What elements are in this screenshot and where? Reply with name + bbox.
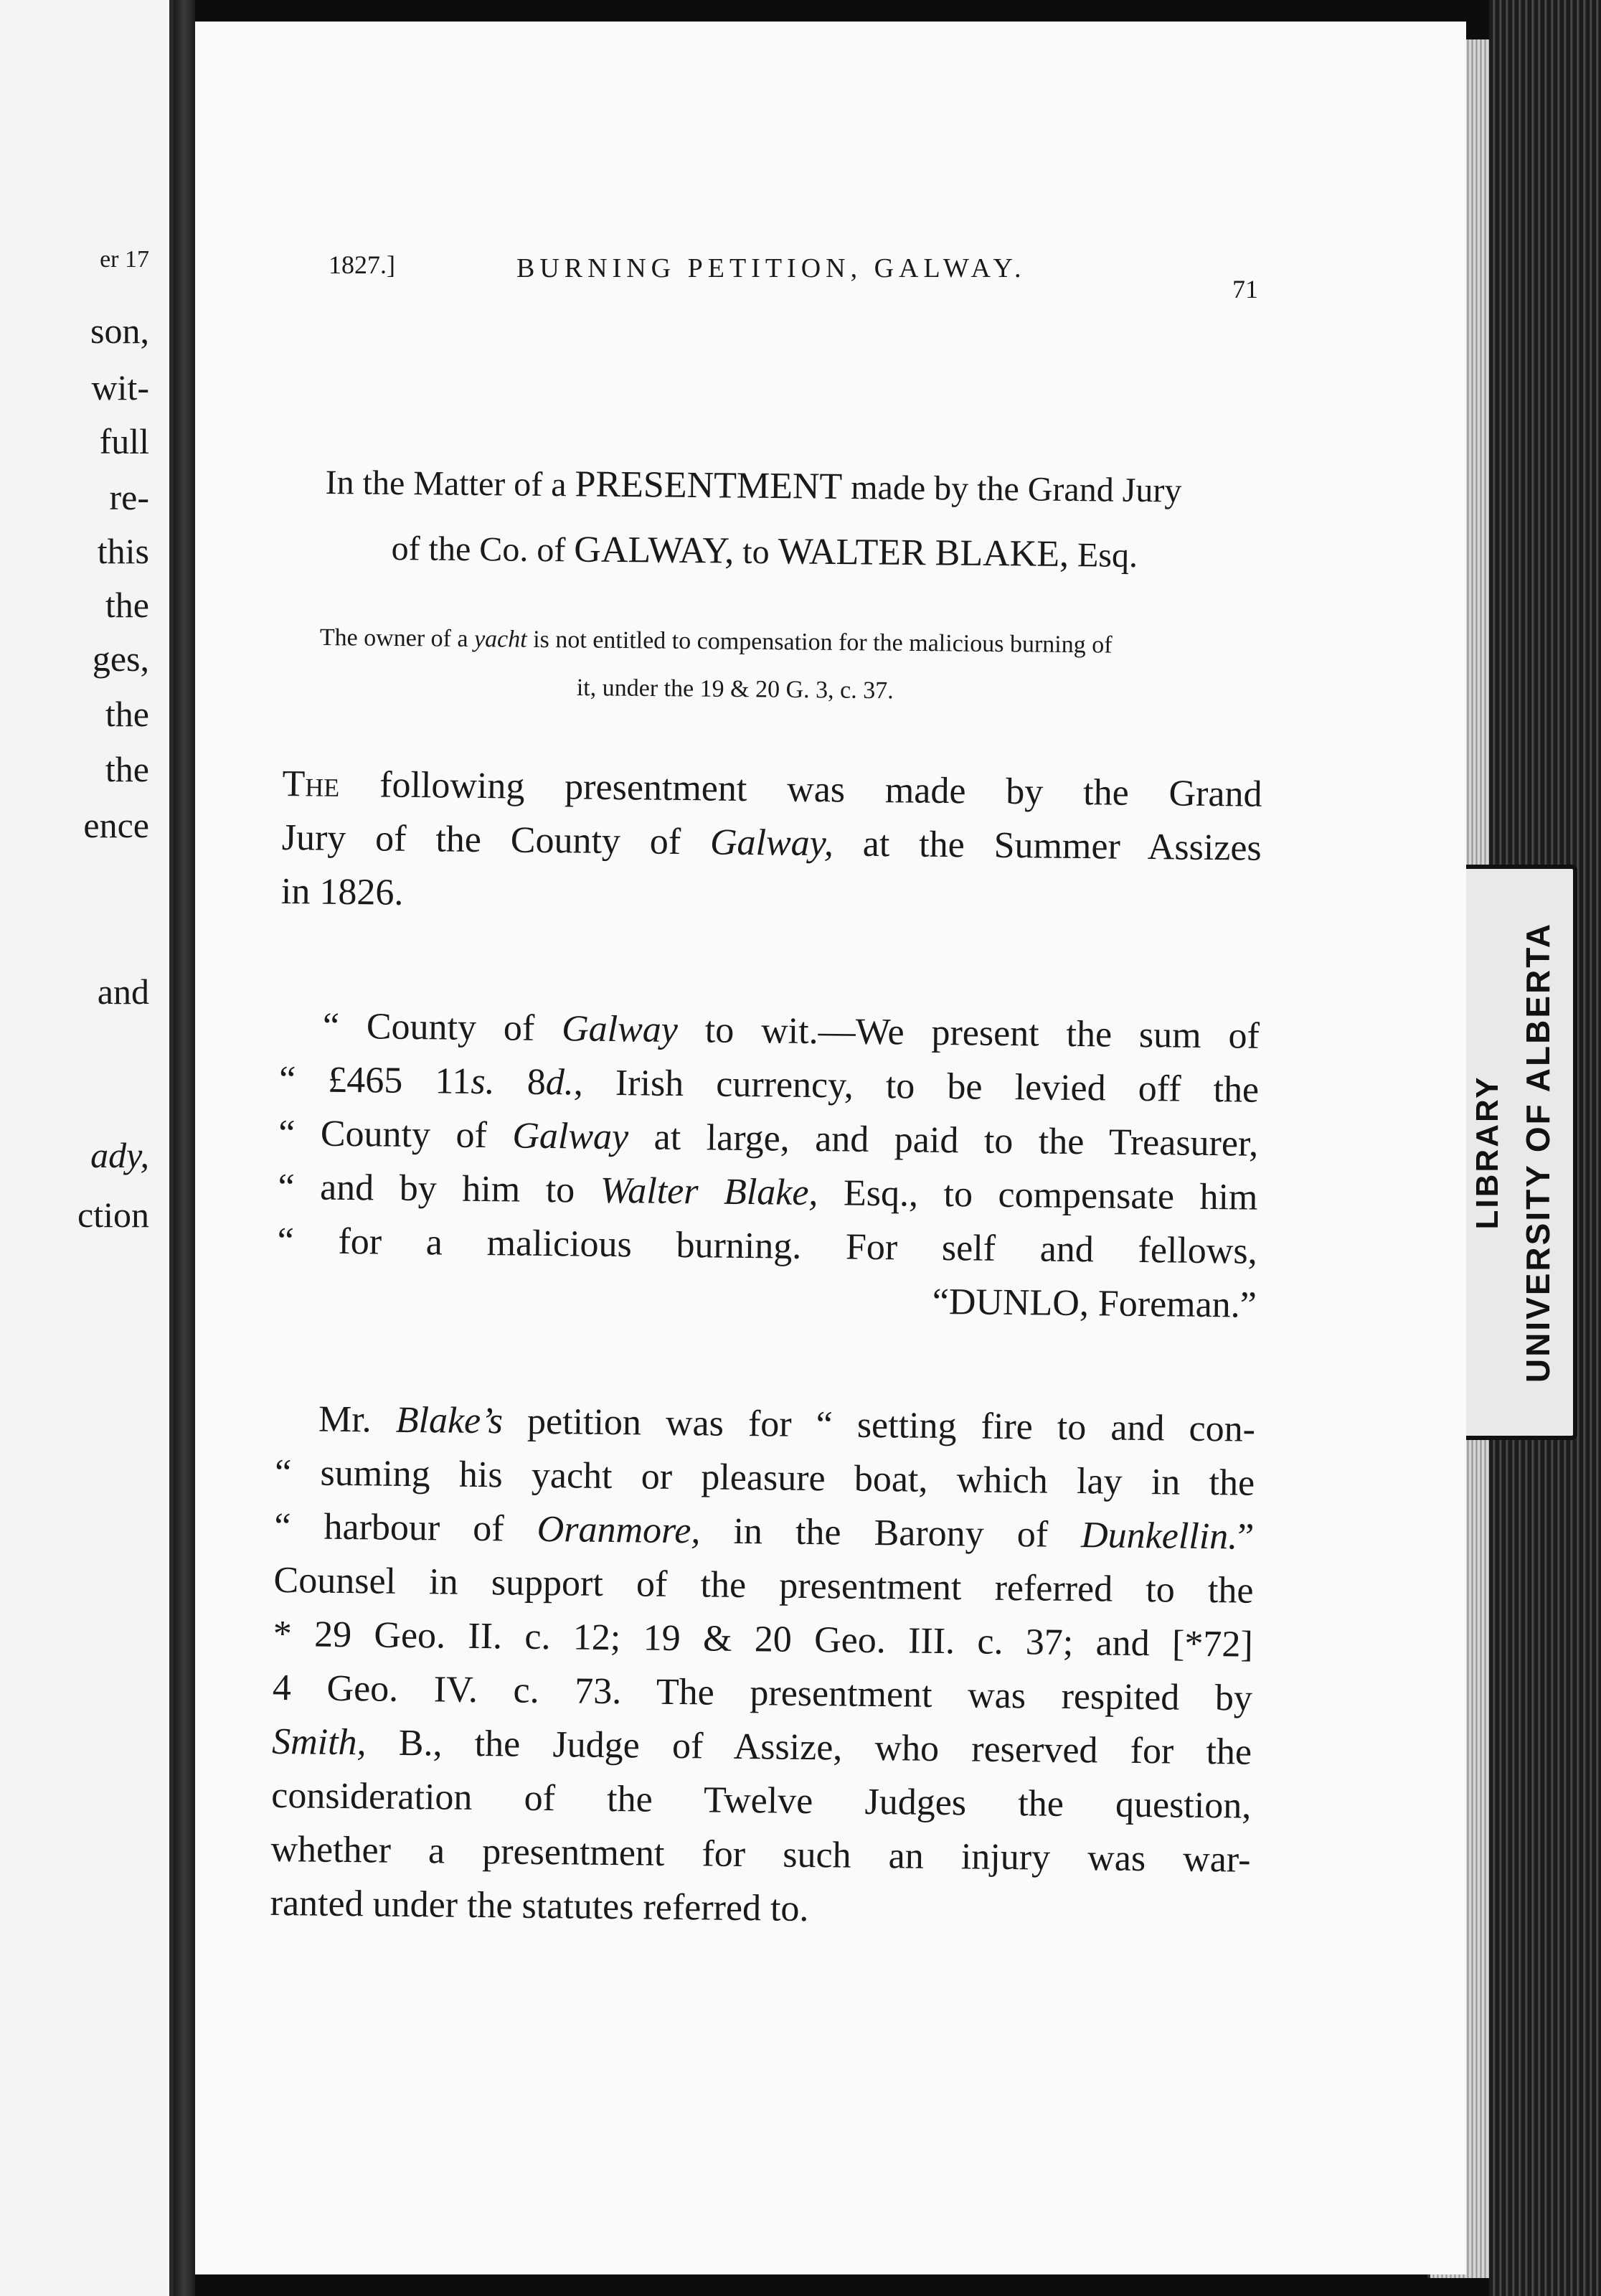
paragraph-presentment-intro bbox=[281, 757, 1262, 929]
running-head-year: 1827.] bbox=[329, 250, 395, 279]
left-page-word: er 17 bbox=[100, 246, 149, 273]
text-line: Counsel in support of the presentment referred to the bbox=[273, 1559, 1254, 1612]
text-line: “ £465 11s. 8d., Irish currency, to be levied off the bbox=[278, 1058, 1260, 1111]
left-page-word: re- bbox=[109, 477, 149, 517]
paragraph-petition bbox=[270, 1392, 1255, 1941]
text-line: whether a presentment for such an injury was war- bbox=[270, 1828, 1251, 1881]
book-gutter bbox=[174, 0, 195, 2296]
left-page-word: son, bbox=[90, 311, 149, 351]
text-line: “ County of Galway at large, and paid to the Treasurer, bbox=[278, 1112, 1259, 1165]
text-line: Jury of the County of Galway, at the Summer Assizes bbox=[281, 817, 1262, 869]
text-line: “ suming his yacht or pleasure boat, which lay in the bbox=[274, 1452, 1255, 1504]
page-number: 71 bbox=[1232, 275, 1258, 304]
stamp-university-text: UNIVERSITY OF ALBERTA bbox=[1519, 921, 1557, 1383]
body-text bbox=[270, 757, 1262, 1941]
left-page-fragment bbox=[0, 0, 174, 2296]
left-page-word: and bbox=[97, 971, 149, 1012]
left-page-word: the bbox=[105, 749, 149, 789]
left-page-word: full bbox=[99, 421, 149, 461]
text-line: 4 Geo. IV. c. 73. The presentment was respited by bbox=[272, 1667, 1253, 1719]
left-page-word: the bbox=[105, 694, 149, 734]
text-line: Mr. Blake’s petition was for “ setting fire to and con- bbox=[318, 1398, 1256, 1450]
case-title-line-1: In the Matter of a PRESENTMENT made by the Grand Jury bbox=[325, 463, 1182, 510]
text-line: Smith, B., the Judge of Assize, who reserved for the bbox=[271, 1721, 1252, 1773]
text-line: “ for a malicious burning. For self and fellows, bbox=[277, 1220, 1257, 1272]
left-page-word: the bbox=[105, 585, 149, 625]
headnote-line-1: The owner of a yacht is not entitled to compensation for the malicious burning of bbox=[319, 624, 1113, 659]
left-page-word: wit- bbox=[91, 367, 149, 408]
left-page-word: ction bbox=[77, 1195, 149, 1235]
text-line: “ and by him to Walter Blake, Esq., to compensate him bbox=[278, 1166, 1258, 1218]
headnote-line-2: it, under the 19 & 20 G. 3, c. 37. bbox=[576, 674, 894, 705]
text-line: in 1826. bbox=[280, 870, 404, 913]
left-page-word: ges, bbox=[92, 639, 149, 679]
text-line: ranted under the statutes referred to. bbox=[270, 1882, 809, 1930]
stamp-library-text: LIBRARY bbox=[1469, 1075, 1505, 1230]
left-page-word: this bbox=[97, 531, 149, 571]
case-title-line-2: of the Co. of GALWAY, to WALTER BLAKE, Esq. bbox=[391, 529, 1138, 575]
text-line: “ harbour of Oranmore, in the Barony of Dunkellin.” bbox=[274, 1505, 1255, 1558]
left-page-word: ence bbox=[83, 805, 149, 845]
left-page-word: ady, bbox=[90, 1135, 149, 1175]
paragraph-presentment-quote bbox=[276, 999, 1260, 1332]
text-line: * 29 Geo. II. c. 12; 19 & 20 Geo. III. c. 37; and [*72] bbox=[273, 1613, 1253, 1665]
text-line: “ County of Galway to wit.—We present the sum of bbox=[322, 1005, 1260, 1057]
text-line: “DUNLO, Foreman.” bbox=[932, 1281, 1257, 1326]
running-head-title: BURNING PETITION, GALWAY. bbox=[516, 253, 1026, 283]
text-line: The following presentment was made by the Grand bbox=[282, 763, 1262, 815]
text-line: consideration of the Twelve Judges the question, bbox=[271, 1774, 1252, 1827]
